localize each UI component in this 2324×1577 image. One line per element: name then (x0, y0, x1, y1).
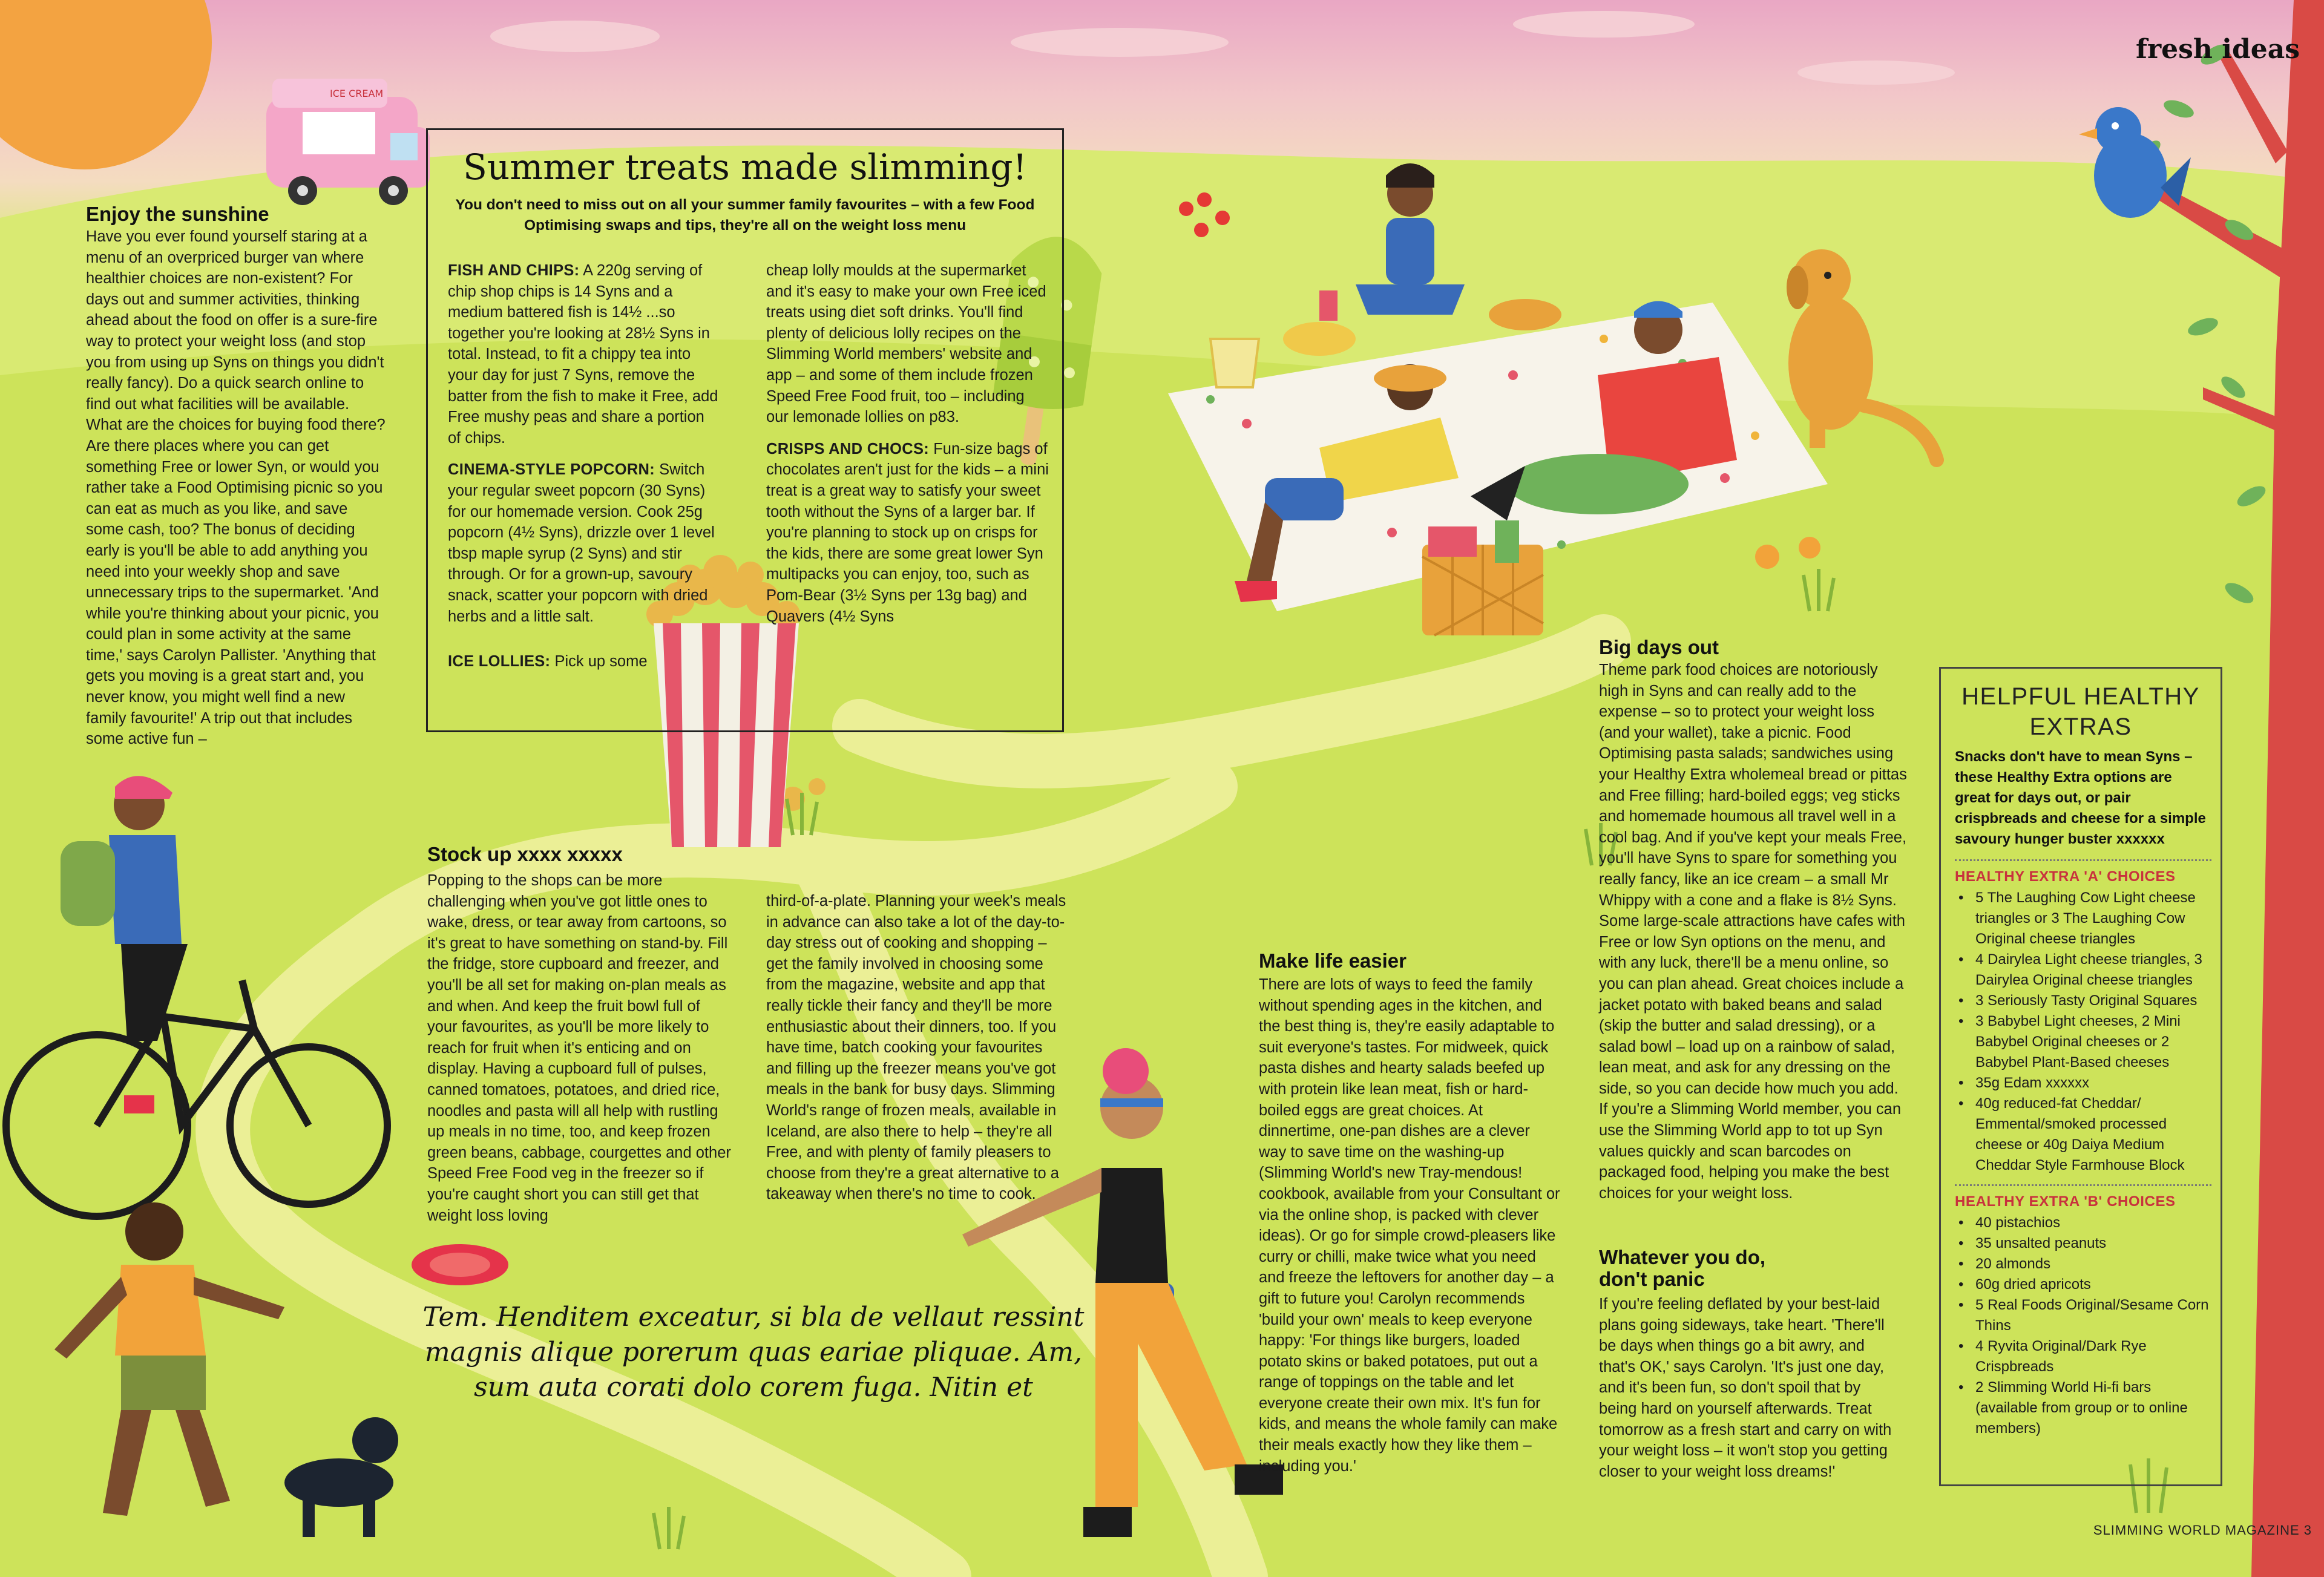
list-item: • 2 Slimming World Hi-fi bars (available from group or to online members) (1955, 1377, 2211, 1439)
whatever-title-line1: Whatever you do, (1599, 1246, 1766, 1268)
list-item: • 40g reduced-fat Cheddar/ Emmental/smoked processed cheese or 40g Daiya Medium Cheddar Style Farmhouse Block (1955, 1093, 2211, 1176)
stock-title: Stock up xxxx xxxxx (427, 843, 623, 865)
lollies-continued: cheap lolly moulds at the supermarket and it's easy to make your own Free iced treats using diet soft drinks. You'll find plenty of delicious lolly recipes on the Slimming World members' website and app – and some of them include frozen Speed Free Food fruit, too – including our lemonade lollies on p83. (766, 262, 1046, 426)
helpful-title: HELPFUL HEALTHY EXTRAS (1961, 683, 2200, 740)
clouds (490, 11, 1955, 85)
easier-text: There are lots of ways to feed the family without spending ages in the kitchen, and the best thing is, they're easily adaptable to suit everyone's tastes. For midweek, quick pasta dishes and hearty salads beefed up with protein like lean meat, fish or hard-boiled eggs are great choices. At dinnertime, one-pan dishes are a clever way to save time on the washing-up (Slimming World's new Tray-mendous! cookbook, available from your Consultant or via the online shop, is packed with clever ideas). Or go for simple crowd-pleasers like curry or chilli, make twice what you need and freeze the leftovers for another day – a gift to future you! Carolyn recommends 'build your own' meals to keep everyone happy: 'For things like burgers, loaded potato skins or baked potatoes, put out a range of toppings on the table and let everyone create their own mix. It's fun for kids, and means the whole family can make their meals exactly how they like them – including you.' (1259, 976, 1560, 1475)
summer-title: Summer treats made slimming! (463, 146, 1027, 188)
extra-b-list (1955, 1213, 2211, 1439)
list-item: • 60g dried apricots (1955, 1274, 2211, 1295)
popcorn-head: CINEMA-STYLE POPCORN: (448, 461, 655, 479)
sun (0, 0, 212, 169)
list-item: • 3 Babybel Light cheeses, 2 Mini Babybel Original cheeses or 2 Babybel Plant-Based cheeses (1955, 1011, 2211, 1073)
extra-a-list (1955, 888, 2211, 1176)
extra-b-heading: HEALTHY EXTRA 'B' CHOICES (1955, 1193, 2176, 1210)
van-sign: ICE CREAM (330, 88, 384, 99)
popcorn-text: Switch your regular sweet popcorn (30 Syns) for our homemade version. Cook 25g popcorn (4½ Syns), drizzle over 1 level tbsp maple syrup (2 Syns) and stir through. Or for a grown-up, savoury snack, scatter your popcorn with dried herbs and a little salt. (448, 461, 715, 625)
list-item: • 5 Real Foods Original/Sesame Corn Thins (1955, 1295, 2211, 1336)
page-folio: SLIMMING WORLD MAGAZINE 3 (2093, 1523, 2312, 1538)
helpful-content (1955, 747, 2211, 1439)
summer-standfirst: You don't need to miss out on all your summer family favourites – with a few Food Optimising swaps and tips, they're all on the weight loss menu (455, 197, 1035, 234)
helpful-intro: Snacks don't have to mean Syns – these Healthy Extra options are great for days out, or pair crispbreads and cheese for a simple savoury hunger buster xxxxxx (1955, 749, 2206, 847)
divider (1955, 859, 2211, 861)
list-item: • 40 pistachios (1955, 1213, 2211, 1233)
list-item: • 5 The Laughing Cow Light cheese triangles or 3 The Laughing Cow Original cheese triangles (1955, 888, 2211, 949)
summer-column-right (766, 260, 1051, 627)
stock-text-col2: third-of-a-plate. Planning your week's meals in advance can also take a lot of the day-to-day stress out of cooking and shopping – get the family involved in choosing some from the magazine, website and app that really tickle their fancy and they'll be more enthusiastic about their dinners, too. If you have time, batch cooking your favourites and filling up the freezer means you've got meals in the bank for busy days. Slimming World's range of frozen meals, available in Iceland, are also there to help – they're all Free, and with plenty of family pleasers to choose from they're a great alternative to a takeaway when there's no time to cook. (766, 893, 1066, 1203)
divider (1955, 1184, 2211, 1186)
crisps-text: Fun-size bags of chocolates aren't just for the kids – a mini treat is a great way to satisfy your sweet tooth without the Syns of a larger bar. If you're planning to stock up on crisps for the kids, there are some great lower Syn multipacks you can enjoy, too, such as Pom-Bear (3½ Syns per 13g bag) and Quavers (4½ Syns (766, 440, 1049, 625)
list-item: • 4 Ryvita Original/Dark Rye Crispbreads (1955, 1336, 2211, 1377)
fish-head: FISH AND CHIPS: (448, 262, 580, 279)
list-item: • 20 almonds (1955, 1254, 2211, 1274)
pull-quote: Tem. Henditem exceatur, si bla de vellaut ressint magnis alique porerum quas eariae pliquae. Am, sum auta corati dolo corem fuga. Nitin et (422, 1302, 1085, 1403)
list-item: • 3 Seriously Tasty Original Squares (1955, 991, 2211, 1011)
crisps-head: CRISPS AND CHOCS: (766, 440, 930, 457)
fish-text: A 220g serving of chip shop chips is 14 Syns and a medium battered fish is 14½ ...so together you're looking at 28½ Syns in total. Instead, to fit a chippy tea into your day for just 7 Syns, remove the batter from the fish to make it Free, add Free mushy peas and share a portion of chips. (448, 262, 718, 447)
list-item: • 35 unsalted peanuts (1955, 1233, 2211, 1254)
ice-cream-van (266, 79, 430, 205)
whatever-text: If you're feeling deflated by your best-laid plans going sideways, take heart. 'There'll be days when things go a bit awry, and that's OK,' says Carolyn. 'It's just one day, and it's been fun, so don't spoil that by being hard on yourself afterwards. Treat tomorrow as a fresh start and carry on with your weight loss – it won't stop you getting closer to your weight loss dreams!' (1599, 1296, 1892, 1480)
lollies-head: ICE LOLLIES: (448, 653, 551, 670)
sunshine-text: Have you ever found yourself staring at a menu of an overpriced burger van where healthier choices are non-existent? For days out and summer activities, thinking ahead about the food on offer is a sure-fire way to protect your weight loss (and stop you from using up Syns on things you didn't really fancy). Do a quick search online to find out what facilities will be available. What are the choices for buying food there? Are there places where you can get something Free or lower Syn, or would you rather take a Food Optimising picnic so you can eat as much as you like, and save some cash, too? The bonus of deciding early is you'll be able to add anything you need into your weekly shop and save unnecessary trips to the supermarket. 'And while you're thinking about your picnic, you could plan in some activity at the same time,' says Carolyn Pallister. 'Anything that gets you moving is a great start and, you never know, you might well find a new family favourite!' A trip out that includes some active fun – (86, 228, 386, 748)
whatever-title-line2: don't panic (1599, 1268, 1705, 1290)
list-item: • 35g Edam xxxxxx (1955, 1073, 2211, 1093)
bigdays-text: Theme park food choices are notoriously high in Syns and can really add to the expense – so to protect your weight loss (and your wallet), take a picnic. Food Optimising pasta salads; sandwiches using your Healthy Extra wholemeal bread or pittas and Free filling; hard-boiled eggs; veg sticks and homemade houmous all travel well in a cool bag. And if you've kept your meals Free, you'll have Syns to spare for something you really fancy, like an ice cream – a small Mr Whippy with a cone and a flake is 8½ Syns. Some large-scale attractions have cafes with Free or low Syn options on the menu, and with any luck, there'll be a menu online, so you can plan ahead. Great choices include a jacket potato with baked beans and salad (skip the butter and salad dressing), or a salad bowl – load up on a rainbow of salad, lean meat, and ask for any dressing on the side, so you can decide how much you add. If you're a Slimming World member, you can use the Slimming World app to tot up Syn values quickly and scan barcodes on packaged food, helping you make the best choices for your weight loss. (1599, 661, 1907, 1202)
easier-title: Make life easier (1259, 949, 1407, 972)
stock-text-col1: Popping to the shops can be more challenging when you've got little ones to wake, dress, or tear away from cartoons, so it's great to have something on stand-by. Fill the fridge, store cupboard and freezer, and you'll be all set for making on-plan meals as and when. And keep the fruit bowl full of your favourites, as you'll be more likely to reach for fruit when it's enticing and on display. Having a cupboard full of pulses, canned tomatoes, potatoes, and dried rice, noodles and pasta will all help with rustling up meals in no time, too, and keep frozen green beans, cabbage, courgettes and other Speed Free Food veg in the freezer so if you're caught short you can still get that weight loss loving (427, 872, 731, 1224)
summer-column-left (448, 260, 720, 672)
list-item: • 4 Dairylea Light cheese triangles, 3 Dairylea Original cheese triangles (1955, 949, 2211, 991)
lollies-text: Pick up some (554, 653, 648, 670)
extra-a-heading: HEALTHY EXTRA 'A' CHOICES (1955, 868, 2176, 885)
section-label: fresh ideas (2136, 34, 2300, 65)
whatever-title (1599, 1247, 1914, 1290)
bigdays-title: Big days out (1599, 636, 1719, 658)
sunshine-title: Enjoy the sunshine (86, 203, 269, 225)
